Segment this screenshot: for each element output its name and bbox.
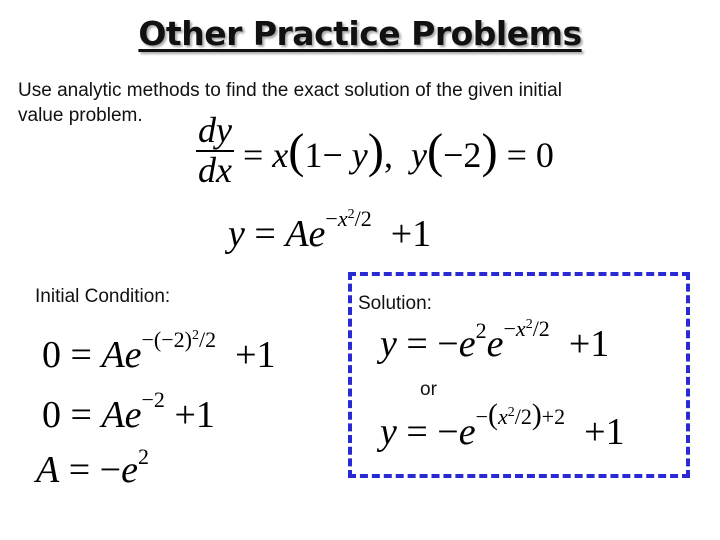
solution-equation-2: $y = -e^{-(x^2/2)+2} +1$ — [380, 399, 625, 453]
ic-step-3: $A = -e^2$ — [36, 444, 149, 491]
ic-step-1: $0 = Ae^{-(-2)^2/2} +1$ — [42, 327, 276, 376]
instruction-line-2: value problem. — [18, 105, 143, 126]
ic-step-2: $0 = Ae^{-2} +1$ — [42, 387, 215, 436]
instruction-line-1: Use analytic methods to find the exact solution of the given initial — [18, 80, 562, 101]
initial-condition-label: Initial Condition: — [35, 286, 171, 307]
differential-equation: $\frac{dy}{dx}$ = x(1− y), y(−2) = 0 — [198, 110, 554, 190]
general-solution-equation: $y = Ae^{-x^2/2} +1$ — [228, 206, 432, 255]
solution-label: Solution: — [358, 293, 432, 314]
or-label: or — [420, 379, 437, 400]
solution-equation-1: $y = -e^2e^{-x^2/2} +1$ — [380, 316, 610, 365]
slide-title: Other Practice Problems — [138, 14, 582, 53]
dy-dx-fraction: $\frac{dy}{dx}$ — [198, 110, 232, 190]
